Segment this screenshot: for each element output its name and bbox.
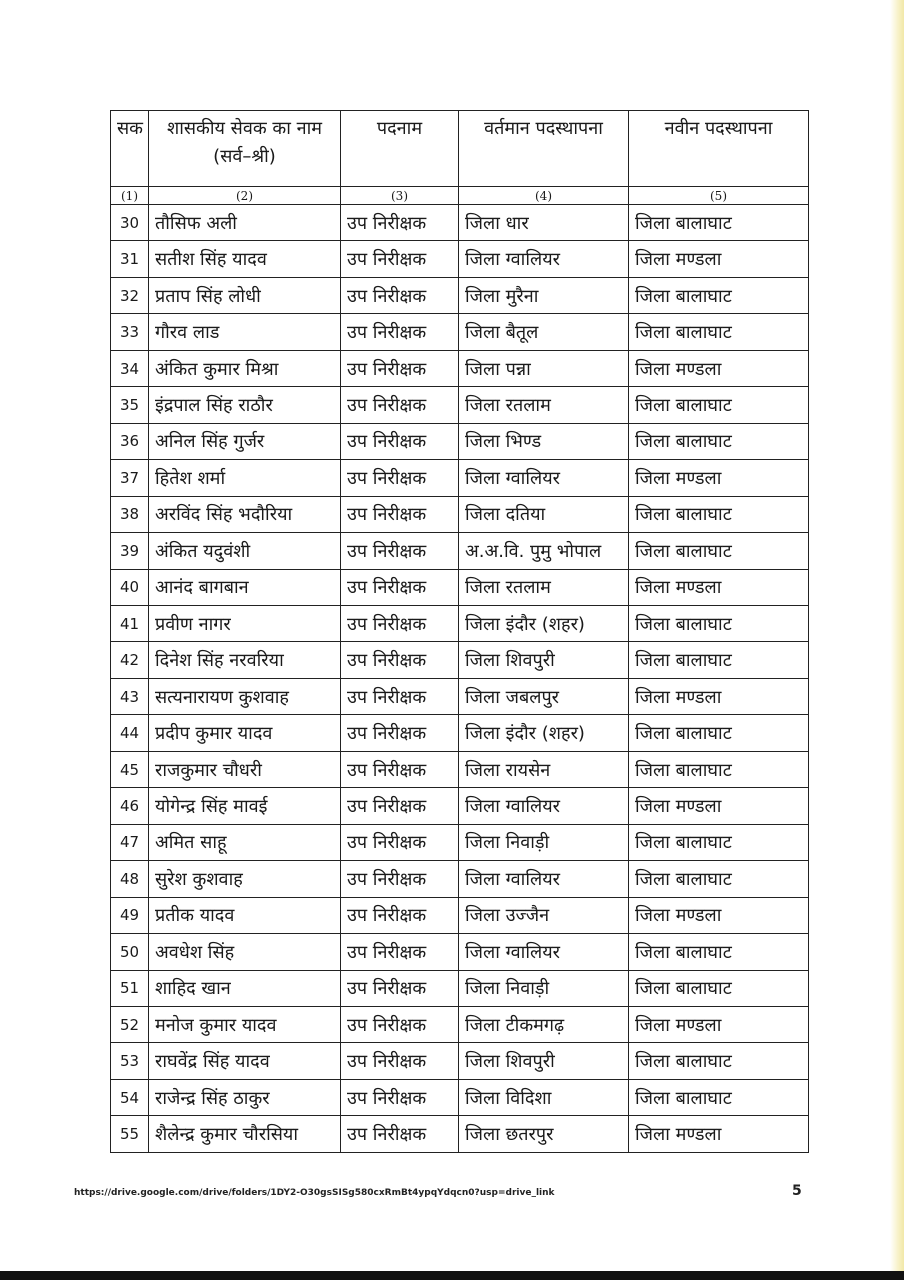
table-row: [111, 569, 809, 605]
new-posting-cell: जिला मण्डला: [629, 788, 809, 824]
current-posting-cell: जिला धार: [459, 205, 629, 241]
serial-cell: 34: [111, 350, 149, 386]
new-posting-cell: जिला बालाघाट: [629, 533, 809, 569]
designation-cell: उप निरीक्षक: [341, 605, 459, 641]
new-posting-cell: जिला बालाघाट: [629, 824, 809, 860]
table-row: [111, 678, 809, 714]
table-row: [111, 1079, 809, 1115]
table-row: [111, 1116, 809, 1153]
table-row: [111, 970, 809, 1006]
table-row: [111, 788, 809, 824]
current-posting-cell: जिला भिण्ड: [459, 423, 629, 459]
table-row: [111, 751, 809, 787]
current-posting-cell: जिला शिवपुरी: [459, 1043, 629, 1079]
current-posting-cell: जिला बैतूल: [459, 314, 629, 350]
name-cell: अरविंद सिंह भदौरिया: [149, 496, 341, 532]
current-posting-cell: जिला विदिशा: [459, 1079, 629, 1115]
new-posting-cell: जिला मण्डला: [629, 678, 809, 714]
new-posting-cell: जिला बालाघाट: [629, 1043, 809, 1079]
serial-cell: 33: [111, 314, 149, 350]
current-posting-cell: अ.अ.वि. पुमु भोपाल: [459, 533, 629, 569]
serial-cell: 36: [111, 423, 149, 459]
column-number-row: [111, 187, 809, 205]
designation-cell: उप निरीक्षक: [341, 751, 459, 787]
serial-cell: 53: [111, 1043, 149, 1079]
current-posting-cell: जिला निवाड़ी: [459, 970, 629, 1006]
name-cell: इंद्रपाल सिंह राठौर: [149, 387, 341, 423]
new-posting-cell: जिला मण्डला: [629, 1116, 809, 1153]
column-number: (1): [111, 187, 149, 205]
current-posting-cell: जिला शिवपुरी: [459, 642, 629, 678]
designation-cell: उप निरीक्षक: [341, 934, 459, 970]
new-posting-cell: जिला बालाघाट: [629, 314, 809, 350]
name-cell: मनोज कुमार यादव: [149, 1006, 341, 1042]
serial-cell: 43: [111, 678, 149, 714]
current-posting-cell: जिला मुरैना: [459, 277, 629, 313]
header-designation: पदनाम: [341, 111, 459, 187]
designation-cell: उप निरीक्षक: [341, 205, 459, 241]
table-row: [111, 824, 809, 860]
current-posting-cell: जिला ग्वालियर: [459, 861, 629, 897]
current-posting-cell: जिला दतिया: [459, 496, 629, 532]
serial-cell: 55: [111, 1116, 149, 1153]
designation-cell: उप निरीक्षक: [341, 1079, 459, 1115]
table-row: [111, 350, 809, 386]
current-posting-cell: जिला जबलपुर: [459, 678, 629, 714]
new-posting-cell: जिला मण्डला: [629, 1006, 809, 1042]
designation-cell: उप निरीक्षक: [341, 1006, 459, 1042]
name-cell: सुरेश कुशवाह: [149, 861, 341, 897]
name-cell: प्रताप सिंह लोधी: [149, 277, 341, 313]
designation-cell: उप निरीक्षक: [341, 897, 459, 933]
current-posting-cell: जिला पन्ना: [459, 350, 629, 386]
transfer-table: [110, 110, 809, 1153]
designation-cell: उप निरीक्षक: [341, 1116, 459, 1153]
table-row: [111, 496, 809, 532]
serial-cell: 46: [111, 788, 149, 824]
designation-cell: उप निरीक्षक: [341, 496, 459, 532]
designation-cell: उप निरीक्षक: [341, 277, 459, 313]
column-number: (3): [341, 187, 459, 205]
new-posting-cell: जिला मण्डला: [629, 241, 809, 277]
new-posting-cell: जिला बालाघाट: [629, 205, 809, 241]
designation-cell: उप निरीक्षक: [341, 460, 459, 496]
table-row: [111, 605, 809, 641]
current-posting-cell: जिला रतलाम: [459, 569, 629, 605]
serial-cell: 41: [111, 605, 149, 641]
designation-cell: उप निरीक्षक: [341, 715, 459, 751]
current-posting-cell: जिला ग्वालियर: [459, 934, 629, 970]
current-posting-cell: जिला इंदौर (शहर): [459, 605, 629, 641]
name-cell: अंकित यदुवंशी: [149, 533, 341, 569]
serial-cell: 54: [111, 1079, 149, 1115]
new-posting-cell: जिला मण्डला: [629, 460, 809, 496]
new-posting-cell: जिला बालाघाट: [629, 715, 809, 751]
new-posting-cell: जिला बालाघाट: [629, 861, 809, 897]
serial-cell: 47: [111, 824, 149, 860]
name-cell: सतीश सिंह यादव: [149, 241, 341, 277]
name-cell: योगेन्द्र सिंह मावई: [149, 788, 341, 824]
table-row: [111, 205, 809, 241]
name-cell: अवधेश सिंह: [149, 934, 341, 970]
designation-cell: उप निरीक्षक: [341, 970, 459, 1006]
serial-cell: 51: [111, 970, 149, 1006]
name-cell: दिनेश सिंह नरवरिया: [149, 642, 341, 678]
table-row: [111, 241, 809, 277]
designation-cell: उप निरीक्षक: [341, 241, 459, 277]
serial-cell: 39: [111, 533, 149, 569]
current-posting-cell: जिला उज्जैन: [459, 897, 629, 933]
table-body: [111, 205, 809, 1153]
name-cell: हितेश शर्मा: [149, 460, 341, 496]
new-posting-cell: जिला बालाघाट: [629, 751, 809, 787]
name-cell: राघवेंद्र सिंह यादव: [149, 1043, 341, 1079]
designation-cell: उप निरीक्षक: [341, 678, 459, 714]
new-posting-cell: जिला मण्डला: [629, 569, 809, 605]
serial-cell: 49: [111, 897, 149, 933]
bottom-edge-bar: [0, 1271, 904, 1280]
table-row: [111, 1006, 809, 1042]
table-row: [111, 1043, 809, 1079]
new-posting-cell: जिला बालाघाट: [629, 934, 809, 970]
name-cell: तौसिफ अली: [149, 205, 341, 241]
header-row: [111, 111, 809, 187]
name-cell: अंकित कुमार मिश्रा: [149, 350, 341, 386]
serial-cell: 30: [111, 205, 149, 241]
serial-cell: 48: [111, 861, 149, 897]
serial-cell: 45: [111, 751, 149, 787]
new-posting-cell: जिला बालाघाट: [629, 496, 809, 532]
designation-cell: उप निरीक्षक: [341, 350, 459, 386]
current-posting-cell: जिला ग्वालियर: [459, 460, 629, 496]
table-row: [111, 314, 809, 350]
footer-link[interactable]: https://drive.google.com/drive/folders/1DY2-O30gsSISg580cxRmBt4ypqYdqcn0?usp=drive_link: [74, 1188, 555, 1198]
serial-cell: 37: [111, 460, 149, 496]
table-row: [111, 934, 809, 970]
name-cell: शैलेन्द्र कुमार चौरसिया: [149, 1116, 341, 1153]
serial-cell: 42: [111, 642, 149, 678]
current-posting-cell: जिला टीकमगढ़: [459, 1006, 629, 1042]
current-posting-cell: जिला रतलाम: [459, 387, 629, 423]
new-posting-cell: जिला मण्डला: [629, 350, 809, 386]
new-posting-cell: जिला बालाघाट: [629, 387, 809, 423]
new-posting-cell: जिला बालाघाट: [629, 605, 809, 641]
designation-cell: उप निरीक्षक: [341, 533, 459, 569]
designation-cell: उप निरीक्षक: [341, 642, 459, 678]
serial-cell: 50: [111, 934, 149, 970]
serial-cell: 52: [111, 1006, 149, 1042]
column-number: (5): [629, 187, 809, 205]
current-posting-cell: जिला इंदौर (शहर): [459, 715, 629, 751]
new-posting-cell: जिला बालाघाट: [629, 423, 809, 459]
table-row: [111, 715, 809, 751]
designation-cell: उप निरीक्षक: [341, 569, 459, 605]
header-serial: सक: [111, 111, 149, 187]
table-row: [111, 897, 809, 933]
new-posting-cell: जिला मण्डला: [629, 897, 809, 933]
current-posting-cell: जिला ग्वालियर: [459, 241, 629, 277]
page-edge: [890, 0, 904, 1280]
name-cell: राजकुमार चौधरी: [149, 751, 341, 787]
designation-cell: उप निरीक्षक: [341, 423, 459, 459]
table-row: [111, 533, 809, 569]
name-cell: गौरव लाड: [149, 314, 341, 350]
header-name: शासकीय सेवक का नाम (सर्व–श्री): [149, 111, 341, 187]
designation-cell: उप निरीक्षक: [341, 788, 459, 824]
serial-cell: 38: [111, 496, 149, 532]
new-posting-cell: जिला बालाघाट: [629, 277, 809, 313]
new-posting-cell: जिला बालाघाट: [629, 642, 809, 678]
table-row: [111, 861, 809, 897]
serial-cell: 35: [111, 387, 149, 423]
serial-cell: 44: [111, 715, 149, 751]
name-cell: अमित साहू: [149, 824, 341, 860]
name-cell: अनिल सिंह गुर्जर: [149, 423, 341, 459]
name-cell: राजेन्द्र सिंह ठाकुर: [149, 1079, 341, 1115]
designation-cell: उप निरीक्षक: [341, 861, 459, 897]
name-cell: आनंद बागबान: [149, 569, 341, 605]
name-cell: शाहिद खान: [149, 970, 341, 1006]
name-cell: सत्यनारायण कुशवाह: [149, 678, 341, 714]
current-posting-cell: जिला ग्वालियर: [459, 788, 629, 824]
table-row: [111, 277, 809, 313]
current-posting-cell: जिला रायसेन: [459, 751, 629, 787]
table-row: [111, 423, 809, 459]
column-number: (2): [149, 187, 341, 205]
designation-cell: उप निरीक्षक: [341, 1043, 459, 1079]
designation-cell: उप निरीक्षक: [341, 314, 459, 350]
header-current-posting: वर्तमान पदस्थापना: [459, 111, 629, 187]
serial-cell: 40: [111, 569, 149, 605]
new-posting-cell: जिला बालाघाट: [629, 1079, 809, 1115]
serial-cell: 31: [111, 241, 149, 277]
designation-cell: उप निरीक्षक: [341, 387, 459, 423]
header-new-posting: नवीन पदस्थापना: [629, 111, 809, 187]
column-number: (4): [459, 187, 629, 205]
designation-cell: उप निरीक्षक: [341, 824, 459, 860]
current-posting-cell: जिला छतरपुर: [459, 1116, 629, 1153]
table-row: [111, 642, 809, 678]
name-cell: प्रदीप कुमार यादव: [149, 715, 341, 751]
current-posting-cell: जिला निवाड़ी: [459, 824, 629, 860]
page-number: 5: [792, 1183, 802, 1199]
table-row: [111, 387, 809, 423]
serial-cell: 32: [111, 277, 149, 313]
name-cell: प्रतीक यादव: [149, 897, 341, 933]
new-posting-cell: जिला बालाघाट: [629, 970, 809, 1006]
name-cell: प्रवीण नागर: [149, 605, 341, 641]
table-row: [111, 460, 809, 496]
